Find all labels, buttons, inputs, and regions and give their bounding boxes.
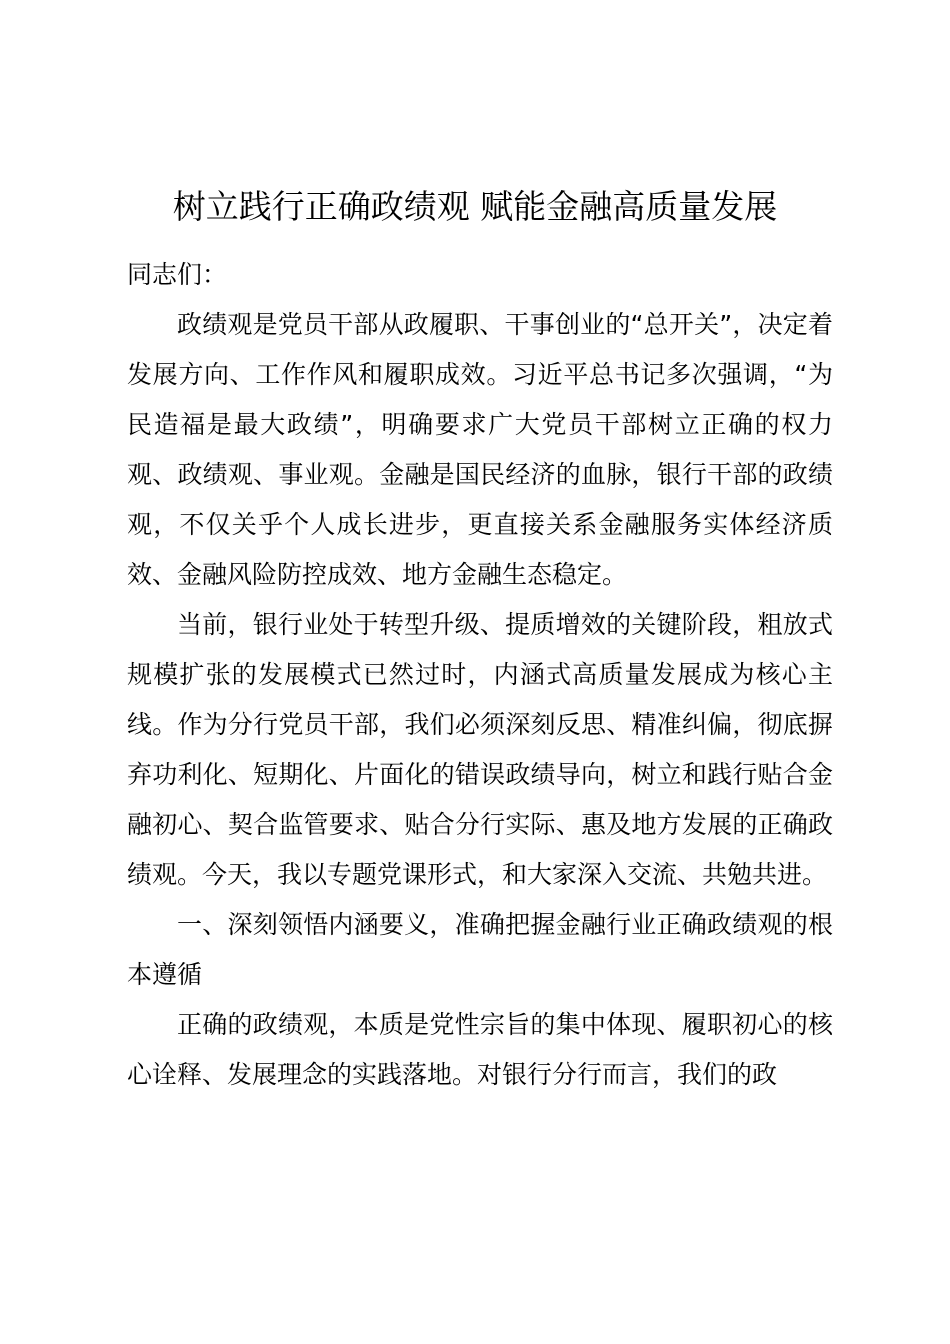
paragraph: 正确的政绩观，本质是党性宗旨的集中体现、履职初心的核心诠释、发展理念的实践落地。对银行分行而言，我们的政 (127, 1010, 833, 1089)
paragraph: 当前，银行业处于转型升级、提质增效的关键阶段，粗放式规模扩张的发展模式已然过时，内涵式高质量发展成为核心主线。作为分行党员干部，我们必须深刻反思、精准纠偏，彻底摒弃功利化、短期化、片面化的错误政绩导向，树立和践行贴合金融初心、契合监管要求、贴合分行实际、惠及地方发展的正确政绩观。今天，我以专题党课形式，和大家深入交流、共勉共进。 (127, 610, 833, 889)
document-body (127, 250, 833, 1100)
salutation: 同志们： (127, 260, 228, 289)
document-title: 树立践行正确政绩观 赋能金融高质量发展 (172, 187, 778, 226)
section-heading: 一、深刻领悟内涵要义，准确把握金融行业正确政绩观的根本遵循 (127, 910, 833, 989)
paragraph: 政绩观是党员干部从政履职、干事创业的“总开关”，决定着发展方向、工作作风和履职成效。习近平总书记多次强调，“为民造福是最大政绩”，明确要求广大党员干部树立正确的权力观、政绩观、事业观。金融是国民经济的血脉，银行干部的政绩观，不仅关乎个人成长进步，更直接关系金融服务实体经济质效、金融风险防控成效、地方金融生态稳定。 (127, 310, 833, 589)
